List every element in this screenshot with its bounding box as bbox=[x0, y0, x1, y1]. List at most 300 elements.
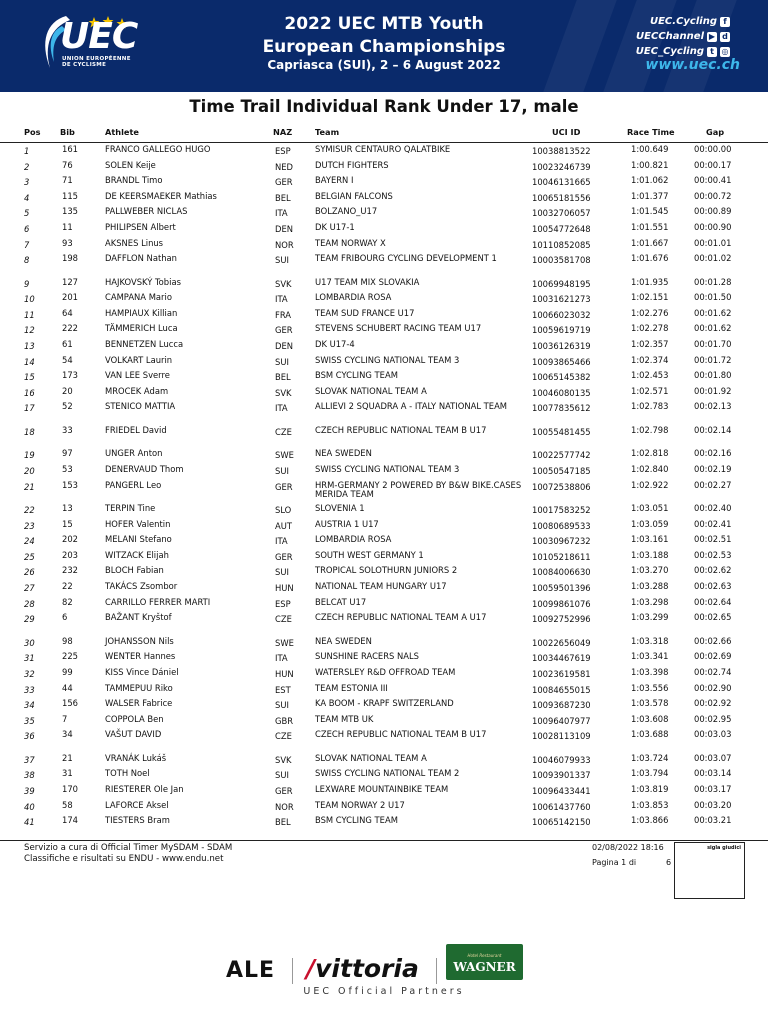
row-athlete: SOLEN Keije bbox=[105, 159, 156, 170]
row-athlete: DENERVAUD Thom bbox=[105, 464, 184, 474]
row-nation: ITA bbox=[275, 208, 288, 219]
row-race-time: 1:02.151 bbox=[631, 292, 669, 303]
row-team: CZECH REPUBLIC NATIONAL TEAM A U17 bbox=[315, 612, 487, 623]
row-uci-id: 10069948195 bbox=[532, 278, 591, 289]
row-athlete: FRANCO GALLEGO HUGO bbox=[105, 144, 211, 154]
twitter-icon: t bbox=[707, 47, 717, 57]
row-team: KA BOOM - KRAPF SWITZERLAND bbox=[315, 698, 454, 709]
row-nation: FRA bbox=[275, 309, 292, 320]
row-gap: 00:02.62 bbox=[694, 565, 732, 576]
row-position: 35 bbox=[24, 715, 35, 726]
row-uci-id: 10059619719 bbox=[532, 325, 591, 336]
row-race-time: 1:02.798 bbox=[631, 424, 669, 435]
row-nation: SVK bbox=[275, 387, 292, 398]
row-team: DUTCH FIGHTERS bbox=[315, 159, 389, 170]
row-team: NATIONAL TEAM HUNGARY U17 bbox=[315, 581, 447, 592]
row-bib: 174 bbox=[62, 815, 78, 826]
row-race-time: 1:02.357 bbox=[631, 339, 669, 350]
row-athlete: VRANÁK Lukáš bbox=[105, 752, 167, 763]
row-uci-id: 10046131665 bbox=[532, 177, 591, 188]
row-bib: 21 bbox=[62, 752, 73, 763]
row-bib: 6 bbox=[62, 612, 68, 623]
row-nation: BEL bbox=[275, 372, 291, 383]
table-row bbox=[0, 386, 768, 402]
row-uci-id: 10030967232 bbox=[532, 536, 591, 547]
row-team: TEAM MTB UK bbox=[315, 713, 374, 724]
table-row bbox=[0, 175, 768, 191]
row-athlete: FRIEDEL David bbox=[105, 424, 167, 435]
row-nation: ITA bbox=[275, 653, 288, 664]
col-athlete: Athlete bbox=[105, 127, 139, 137]
row-position: 16 bbox=[24, 387, 35, 398]
table-row bbox=[0, 651, 768, 667]
row-uci-id: 10099861076 bbox=[532, 598, 591, 609]
partner-wagner-tagline: Hotel Restaurant bbox=[467, 953, 502, 958]
row-nation: SUI bbox=[275, 567, 289, 578]
row-gap: 00:00.90 bbox=[694, 221, 732, 232]
table-row bbox=[0, 503, 768, 519]
row-race-time: 1:00.649 bbox=[631, 144, 669, 154]
row-team: SUNSHINE RACERS NALS bbox=[315, 651, 419, 662]
print-datetime: 02/08/2022 18:16 bbox=[592, 843, 664, 852]
row-uci-id: 10003581708 bbox=[532, 255, 591, 266]
row-athlete: DE KEERSMAEKER Mathias bbox=[105, 190, 217, 201]
row-position: 5 bbox=[24, 208, 30, 219]
row-team: TEAM NORWAY X bbox=[315, 237, 386, 248]
row-position: 29 bbox=[24, 614, 35, 625]
row-bib: 7 bbox=[62, 713, 68, 724]
row-nation: GER bbox=[275, 551, 293, 562]
row-team: SWISS CYCLING NATIONAL TEAM 3 bbox=[315, 464, 460, 474]
row-race-time: 1:03.578 bbox=[631, 698, 669, 709]
row-nation: GER bbox=[275, 786, 293, 796]
row-position: 24 bbox=[24, 536, 35, 547]
footer-credits bbox=[24, 843, 232, 865]
row-bib: 31 bbox=[62, 768, 73, 779]
row-gap: 00:00.89 bbox=[694, 206, 732, 217]
row-position: 6 bbox=[24, 223, 30, 234]
row-team: SWISS CYCLING NATIONAL TEAM 2 bbox=[315, 768, 460, 779]
row-nation: CZE bbox=[275, 614, 292, 625]
table-row bbox=[0, 401, 768, 425]
row-race-time: 1:03.288 bbox=[631, 581, 669, 592]
row-gap: 00:02.41 bbox=[694, 518, 732, 529]
row-race-time: 1:03.398 bbox=[631, 666, 669, 677]
row-uci-id: 10066023032 bbox=[532, 309, 591, 320]
row-nation: EST bbox=[275, 684, 291, 695]
row-bib: 34 bbox=[62, 729, 73, 740]
row-athlete: BLOCH Fabian bbox=[105, 565, 164, 576]
row-bib: 76 bbox=[62, 159, 73, 170]
row-position: 17 bbox=[24, 403, 35, 414]
row-position: 38 bbox=[24, 770, 35, 781]
row-athlete: WALSER Fabrice bbox=[105, 698, 173, 709]
row-position: 15 bbox=[24, 372, 35, 383]
uec-logo-subtitle: UNION EUROPÉENNE DE CYCLISME bbox=[62, 56, 131, 68]
row-uci-id: 10022656049 bbox=[532, 637, 591, 648]
row-gap: 00:01.02 bbox=[694, 253, 732, 264]
row-team: SYMISUR CENTAURO QALATBIKE bbox=[315, 144, 451, 154]
row-uci-id: 10077835612 bbox=[532, 403, 591, 414]
row-bib: 33 bbox=[62, 424, 73, 435]
row-nation: DEN bbox=[275, 341, 294, 352]
row-bib: 71 bbox=[62, 175, 73, 186]
table-row bbox=[0, 714, 768, 730]
row-race-time: 1:03.298 bbox=[631, 596, 669, 607]
row-bib: 64 bbox=[62, 307, 73, 318]
row-uci-id: 10080689533 bbox=[532, 520, 591, 531]
results-table bbox=[0, 144, 768, 831]
row-position: 10 bbox=[24, 294, 35, 305]
table-row bbox=[0, 144, 768, 160]
row-uci-id: 10084006630 bbox=[532, 567, 591, 578]
event-title-line1: 2022 UEC MTB Youth bbox=[284, 14, 484, 34]
row-gap: 00:03.20 bbox=[694, 799, 732, 810]
row-nation: BEL bbox=[275, 192, 291, 203]
row-bib: 44 bbox=[62, 682, 73, 693]
row-nation: SVK bbox=[275, 278, 292, 289]
row-gap: 00:01.72 bbox=[694, 354, 732, 365]
row-nation: GER bbox=[275, 177, 293, 188]
page-indicator bbox=[592, 858, 672, 867]
row-nation: NOR bbox=[275, 801, 294, 812]
row-uci-id: 10034467619 bbox=[532, 653, 591, 664]
table-row bbox=[0, 191, 768, 207]
row-nation: GBR bbox=[275, 715, 294, 726]
row-bib: 15 bbox=[62, 518, 73, 529]
row-race-time: 1:03.608 bbox=[631, 713, 669, 724]
row-position: 40 bbox=[24, 801, 35, 812]
row-position: 41 bbox=[24, 817, 35, 828]
row-race-time: 1:03.794 bbox=[631, 768, 669, 779]
row-race-time: 1:02.840 bbox=[631, 464, 669, 474]
table-row bbox=[0, 800, 768, 816]
row-bib: 58 bbox=[62, 799, 73, 810]
row-race-time: 1:03.270 bbox=[631, 565, 669, 576]
row-bib: 54 bbox=[62, 354, 73, 365]
social-youtube[interactable]: UECChannel ▶ d bbox=[636, 29, 730, 44]
row-athlete: WENTER Hannes bbox=[105, 651, 176, 662]
row-gap: 00:01.01 bbox=[694, 237, 732, 248]
col-team: Team bbox=[315, 127, 340, 137]
row-gap: 00:02.14 bbox=[694, 424, 732, 435]
row-team: LOMBARDIA ROSA bbox=[315, 292, 392, 303]
row-position: 7 bbox=[24, 239, 30, 250]
col-gap: Gap bbox=[706, 127, 725, 137]
row-race-time: 1:03.051 bbox=[631, 503, 669, 514]
row-gap: 00:01.62 bbox=[694, 307, 732, 318]
row-team: LEXWARE MOUNTAINBIKE TEAM bbox=[315, 784, 449, 794]
table-row bbox=[0, 292, 768, 308]
table-row bbox=[0, 160, 768, 176]
youtube-icon: ▶ bbox=[708, 31, 716, 41]
partner-ale-logo: ALE bbox=[226, 958, 276, 983]
table-row bbox=[0, 339, 768, 355]
row-gap: 00:02.65 bbox=[694, 612, 732, 623]
row-gap: 00:03.03 bbox=[694, 729, 732, 740]
row-gap: 00:02.40 bbox=[694, 503, 732, 514]
row-team: BSM CYCLING TEAM bbox=[315, 370, 398, 381]
website-link[interactable]: www.uec.ch bbox=[645, 57, 740, 73]
row-uci-id: 10105218611 bbox=[532, 551, 591, 562]
row-athlete: BAŽANT Kryštof bbox=[105, 612, 172, 623]
row-bib: 156 bbox=[62, 698, 78, 709]
row-gap: 00:02.74 bbox=[694, 666, 732, 677]
row-position: 9 bbox=[24, 278, 30, 289]
row-nation: HUN bbox=[275, 583, 294, 594]
row-athlete: HOFER Valentin bbox=[105, 518, 171, 529]
row-athlete: BENNETZEN Lucca bbox=[105, 339, 184, 350]
page-total: 6 bbox=[666, 858, 672, 867]
row-bib: 20 bbox=[62, 385, 73, 396]
row-nation: SLO bbox=[275, 505, 292, 516]
row-bib: 11 bbox=[62, 221, 73, 232]
row-nation: GER bbox=[275, 325, 293, 336]
row-team: HRM-GERMANY 2 POWERED BY B&W BIKE.CASES MERIDA TEAM bbox=[315, 479, 522, 500]
table-row bbox=[0, 277, 768, 293]
row-athlete: KISS Vince Dániel bbox=[105, 666, 179, 677]
row-gap: 00:02.92 bbox=[694, 698, 732, 709]
row-uci-id: 10093901337 bbox=[532, 770, 591, 781]
judges-signature-label: sigla giudici bbox=[707, 845, 741, 851]
row-uci-id: 10065145382 bbox=[532, 372, 591, 383]
partners-strip bbox=[0, 940, 768, 1000]
row-athlete: RIESTERER Ole Jan bbox=[105, 784, 184, 794]
row-athlete: TERPIN Tine bbox=[105, 503, 156, 514]
table-row bbox=[0, 238, 768, 254]
row-position: 25 bbox=[24, 551, 35, 562]
table-row bbox=[0, 698, 768, 714]
row-gap: 00:03.07 bbox=[694, 752, 732, 763]
row-bib: 135 bbox=[62, 206, 78, 217]
row-athlete: VOLKART Laurin bbox=[105, 354, 173, 365]
row-bib: 232 bbox=[62, 565, 78, 576]
row-athlete: VAŠUT DAVID bbox=[105, 729, 162, 740]
row-gap: 00:00.00 bbox=[694, 144, 732, 154]
table-row bbox=[0, 550, 768, 566]
row-race-time: 1:02.571 bbox=[631, 385, 669, 396]
row-bib: 173 bbox=[62, 370, 78, 381]
row-team: LOMBARDIA ROSA bbox=[315, 534, 392, 545]
row-race-time: 1:02.783 bbox=[631, 401, 669, 412]
row-uci-id: 10017583252 bbox=[532, 505, 591, 516]
row-team: CZECH REPUBLIC NATIONAL TEAM B U17 bbox=[315, 729, 487, 740]
row-nation: GER bbox=[275, 481, 293, 492]
row-team: DK U17-4 bbox=[315, 339, 355, 350]
row-gap: 00:02.95 bbox=[694, 713, 732, 724]
row-position: 20 bbox=[24, 466, 35, 476]
row-gap: 00:00.17 bbox=[694, 159, 732, 170]
row-team: DK U17-1 bbox=[315, 221, 355, 232]
row-bib: 97 bbox=[62, 448, 73, 459]
row-team: U17 TEAM MIX SLOVAKIA bbox=[315, 276, 420, 287]
row-position: 21 bbox=[24, 481, 35, 492]
row-bib: 222 bbox=[62, 323, 78, 334]
row-gap: 00:01.70 bbox=[694, 339, 732, 350]
uec-logo-text: UEC bbox=[60, 16, 138, 57]
row-team: BSM CYCLING TEAM bbox=[315, 815, 398, 826]
row-nation: ESP bbox=[275, 598, 291, 609]
row-athlete: MROCEK Adam bbox=[105, 385, 169, 396]
row-uci-id: 10028113109 bbox=[532, 731, 591, 742]
row-bib: 203 bbox=[62, 549, 78, 560]
row-race-time: 1:03.161 bbox=[631, 534, 669, 545]
row-uci-id: 10072538806 bbox=[532, 481, 591, 492]
row-athlete: TAKÁCS Zsombor bbox=[105, 581, 178, 592]
table-row bbox=[0, 534, 768, 550]
row-uci-id: 10093865466 bbox=[532, 356, 591, 367]
row-nation: BEL bbox=[275, 817, 291, 828]
row-nation: SWE bbox=[275, 450, 294, 461]
row-athlete: HAMPIAUX Killian bbox=[105, 307, 178, 318]
row-nation: HUN bbox=[275, 668, 294, 679]
row-position: 28 bbox=[24, 598, 35, 609]
col-pos: Pos bbox=[24, 127, 41, 137]
row-team: NEA SWEDEN bbox=[315, 448, 372, 459]
table-row bbox=[0, 667, 768, 683]
row-position: 11 bbox=[24, 309, 35, 320]
row-gap: 00:02.66 bbox=[694, 635, 732, 646]
row-uci-id: 10055481455 bbox=[532, 426, 591, 437]
row-gap: 00:02.51 bbox=[694, 534, 732, 545]
row-uci-id: 10084655015 bbox=[532, 684, 591, 695]
row-nation: ESP bbox=[275, 146, 291, 156]
row-nation: CZE bbox=[275, 731, 292, 742]
row-uci-id: 10059501396 bbox=[532, 583, 591, 594]
row-position: 27 bbox=[24, 583, 35, 594]
row-position: 12 bbox=[24, 325, 35, 336]
row-nation: SUI bbox=[275, 255, 289, 266]
table-row bbox=[0, 464, 768, 480]
table-row bbox=[0, 612, 768, 636]
row-team: WATERSLEY R&D OFFROAD TEAM bbox=[315, 666, 456, 677]
row-uci-id: 10032706057 bbox=[532, 208, 591, 219]
social-twitter-instagram[interactable]: UEC_Cycling t ◎ bbox=[635, 46, 729, 57]
row-race-time: 1:03.724 bbox=[631, 752, 669, 763]
row-nation: DEN bbox=[275, 223, 294, 234]
footer bbox=[0, 840, 768, 900]
row-nation: ITA bbox=[275, 536, 288, 547]
row-position: 3 bbox=[24, 177, 30, 188]
row-team: ALLIEVI 2 SQUADRA A - ITALY NATIONAL TEAM bbox=[315, 401, 508, 412]
row-race-time: 1:01.377 bbox=[631, 190, 669, 201]
row-gap: 00:02.64 bbox=[694, 596, 732, 607]
row-position: 34 bbox=[24, 700, 35, 711]
row-nation: NOR bbox=[275, 239, 294, 250]
row-bib: 13 bbox=[62, 503, 73, 514]
row-bib: 153 bbox=[62, 479, 78, 490]
row-position: 33 bbox=[24, 684, 35, 695]
row-uci-id: 10096407977 bbox=[532, 715, 591, 726]
row-position: 18 bbox=[24, 426, 35, 437]
row-race-time: 1:01.667 bbox=[631, 237, 669, 248]
row-athlete: PANGERL Leo bbox=[105, 479, 162, 490]
row-athlete: VAN LEE Sverre bbox=[105, 370, 170, 381]
row-team: TROPICAL SOLOTHURN JUNIORS 2 bbox=[315, 565, 458, 576]
row-team: TEAM SUD FRANCE U17 bbox=[315, 307, 415, 318]
row-race-time: 1:03.059 bbox=[631, 518, 669, 529]
row-athlete: LAFORCE Aksel bbox=[105, 799, 169, 810]
row-gap: 00:02.63 bbox=[694, 581, 732, 592]
row-position: 8 bbox=[24, 255, 30, 266]
row-race-time: 1:03.853 bbox=[631, 799, 669, 810]
row-position: 30 bbox=[24, 637, 35, 648]
row-bib: 225 bbox=[62, 651, 78, 662]
row-gap: 00:02.13 bbox=[694, 401, 732, 412]
table-row bbox=[0, 206, 768, 222]
row-race-time: 1:01.062 bbox=[631, 175, 669, 186]
row-position: 13 bbox=[24, 341, 35, 352]
social-facebook[interactable]: UEC.Cycling f bbox=[636, 14, 730, 29]
row-uci-id: 10110852085 bbox=[532, 239, 591, 250]
row-nation: SVK bbox=[275, 754, 292, 765]
row-nation: ITA bbox=[275, 403, 288, 414]
row-gap: 00:02.16 bbox=[694, 448, 732, 459]
row-position: 26 bbox=[24, 567, 35, 578]
table-row bbox=[0, 425, 768, 449]
row-nation: SWE bbox=[275, 637, 294, 648]
row-gap: 00:02.69 bbox=[694, 651, 732, 662]
row-athlete: STENICO MATTIA bbox=[105, 401, 176, 412]
row-position: 32 bbox=[24, 668, 35, 679]
row-team: BELGIAN FALCONS bbox=[315, 190, 393, 201]
row-race-time: 1:01.545 bbox=[631, 206, 669, 217]
row-gap: 00:01.50 bbox=[694, 292, 732, 303]
row-athlete: TIESTERS Bram bbox=[105, 815, 170, 826]
row-athlete: TÄMMERICH Luca bbox=[105, 323, 178, 334]
table-row bbox=[0, 519, 768, 535]
row-bib: 61 bbox=[62, 339, 73, 350]
row-athlete: MELANI Stefano bbox=[105, 534, 172, 545]
row-uci-id: 10054772648 bbox=[532, 223, 591, 234]
row-race-time: 1:02.922 bbox=[631, 479, 669, 490]
row-gap: 00:03.14 bbox=[694, 768, 732, 779]
table-row bbox=[0, 253, 768, 277]
row-bib: 99 bbox=[62, 666, 73, 677]
row-athlete: PHILIPSEN Albert bbox=[105, 221, 176, 232]
table-row bbox=[0, 355, 768, 371]
col-uci-id: UCI ID bbox=[552, 127, 581, 137]
table-row bbox=[0, 753, 768, 769]
table-row bbox=[0, 323, 768, 339]
row-team: TEAM NORWAY 2 U17 bbox=[315, 799, 405, 810]
row-nation: SUI bbox=[275, 466, 289, 476]
row-race-time: 1:03.556 bbox=[631, 682, 669, 693]
row-race-time: 1:01.935 bbox=[631, 276, 669, 287]
row-athlete: CAMPANA Mario bbox=[105, 292, 172, 303]
row-race-time: 1:02.374 bbox=[631, 354, 669, 365]
table-row bbox=[0, 636, 768, 652]
row-uci-id: 10038813522 bbox=[532, 146, 591, 156]
row-athlete: JOHANSSON Nils bbox=[105, 635, 174, 646]
row-team: SWISS CYCLING NATIONAL TEAM 3 bbox=[315, 354, 460, 365]
row-uci-id: 10023619581 bbox=[532, 668, 591, 679]
row-position: 23 bbox=[24, 520, 35, 531]
row-gap: 00:01.62 bbox=[694, 323, 732, 334]
row-race-time: 1:03.866 bbox=[631, 815, 669, 826]
row-position: 36 bbox=[24, 731, 35, 742]
row-athlete: TOTH Noel bbox=[105, 768, 150, 779]
row-uci-id: 10031621273 bbox=[532, 294, 591, 305]
row-team: BOLZANO_U17 bbox=[315, 206, 378, 217]
row-uci-id: 10046080135 bbox=[532, 387, 591, 398]
row-team: NEA SWEDEN bbox=[315, 635, 372, 646]
row-team: BELCAT U17 bbox=[315, 596, 367, 607]
footer-results-link[interactable]: Classifiche e risultati su ENDU - www.endu.net bbox=[24, 854, 224, 864]
row-nation: NED bbox=[275, 161, 294, 172]
row-race-time: 1:01.551 bbox=[631, 221, 669, 232]
row-athlete: HAJKOVSKÝ Tobias bbox=[105, 276, 181, 287]
